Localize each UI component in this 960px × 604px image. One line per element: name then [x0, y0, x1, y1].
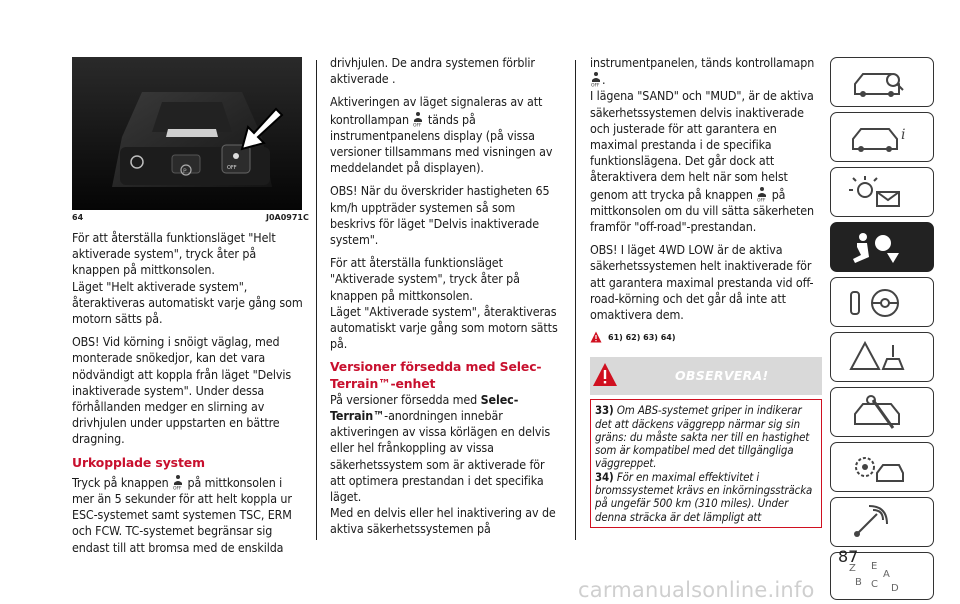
column-2 [330, 55, 562, 538]
esc-off-icon [172, 474, 184, 490]
tab-technical-data[interactable] [830, 442, 934, 492]
wrench-car-icon [843, 394, 923, 432]
column-divider [575, 60, 576, 540]
svg-text:OFF: OFF [227, 165, 237, 171]
tab-safety[interactable] [830, 222, 934, 272]
tab-knowing-vehicle[interactable] [830, 112, 934, 162]
warning-header [590, 357, 822, 395]
svg-text:i: i [901, 127, 906, 143]
paragraph: instrumentpanelen, tänds kontrollamapn OFF . [590, 55, 815, 88]
warning-title: OBSERVERA! [675, 368, 769, 384]
reference-list: 61) 62) 63) 64) [608, 332, 676, 342]
paragraph: OBS! När du överskrider hastigheten 65 km/h uppträder systemen så som beskrivs för läget "Delvis inaktiverade system". [330, 183, 550, 248]
car-info-icon [843, 119, 923, 157]
paragraph: Läget "Helt aktiverade system", återaktiveras automatiskt varje gång som motorn sätts på. [72, 278, 303, 327]
svg-text:OFF: OFF [591, 83, 600, 88]
svg-text:OFF: OFF [757, 198, 766, 202]
tab-emergency[interactable] [830, 332, 934, 382]
svg-text:OFF: OFF [173, 486, 182, 490]
page-number: 87 [838, 547, 859, 566]
esc-off-icon [412, 111, 424, 127]
figure-number: 64 [72, 213, 84, 222]
paragraph: drivhjulen. De andra systemen förblir aktiverade . [330, 55, 535, 87]
paragraph: Aktiveringen av läget signaleras av att kontrollampan OFF tänds på instrumentpanelens display (på vissa versioner tillsammans med visningen av meddelandet på displayen). [330, 94, 553, 176]
warning-icon [590, 331, 602, 343]
svg-text:Z: Z [849, 563, 856, 574]
column-divider [316, 60, 317, 540]
antenna-icon [843, 504, 923, 542]
column-3 [590, 55, 822, 528]
warning-references [590, 331, 822, 343]
tab-maintenance[interactable] [830, 387, 934, 437]
svg-text:C: C [871, 579, 878, 590]
paragraph: På versioner försedda med Selec-Terrain™-anordningen innebär aktiveringen av vissa körlägen en delvis eller hel frånkoppling av vissa säkerhetssystem som är aktiverade för att optimera prestandan i det specifika läget. [330, 391, 551, 505]
svg-text:OFF: OFF [413, 123, 422, 127]
tab-multimedia[interactable] [830, 497, 934, 547]
paragraph: För att återställa funktionsläget "Aktiverade system", tryck åter på knappen på mittkonsolen. [330, 255, 520, 303]
paragraph: I lägena "SAND" och "MUD", är de aktiva säkerhetssystemen delvis inaktiverade och justerade för att garantera en maximal prestanda i de specifika funktionslägena. Det går dock att återaktivera dem helt när som helst genom att trycka på knappen OFF på mittkonsolen om du vill sätta säkerheten framför "off-road"-prestandan. [590, 88, 814, 235]
gear-car-icon [843, 449, 923, 487]
esc-off-icon [756, 186, 768, 202]
figure-code: J0A0971C [266, 213, 309, 222]
paragraph: OBS! Vid körning i snöigt väglag, med monterade snökedjor, kan det vara nödvändigt att koppla från läget "Delvis inaktiverade system". Under dessa förhållanden medger en slirning av drivhjulen under uppstarten en bättre dragning. [72, 334, 292, 447]
steering-wheel-icon [843, 284, 923, 322]
section-heading: Versioner försedda med Selec-Terrain™-enhet [330, 359, 542, 391]
svg-text:D: D [891, 583, 899, 594]
paragraph: Med en delvis eller hel inaktivering av de aktiva säkerhetssystemen på [330, 505, 556, 537]
paragraph: För att återställa funktionsläget "Helt aktiverade system", tryck åter på knappen på mittkonsolen. [72, 230, 276, 278]
warning-triangle-icon [592, 362, 618, 388]
warning-item: 33) Om ABS-systemet griper in indikerar det att däckens väggrepp närmar sig sin gräns: du måste sakta ner till en hastighet som är kompatibel med det tillgängliga väggreppet. [595, 403, 810, 471]
svg-text:A: A [883, 569, 890, 580]
console-photo [72, 57, 302, 210]
paragraph: OBS! I läget 4WD LOW är de aktiva säkerhetssystemen helt inaktiverade för att garantera maximal prestanda vid off-road-körning och det går då inte att omaktivera dem. [590, 242, 814, 323]
esc-off-icon [590, 71, 602, 87]
paragraph: Tryck på knappen OFF på mittkonsolen i mer än 5 sekunder för att helt koppla ur ESC-systemet samt systemen TSC, ERM och FCW. TC-systemet begränsar sig endast till att bromsa med de enskilda [72, 474, 292, 555]
car-search-icon [843, 64, 923, 102]
section-heading: Urkopplade system [72, 454, 205, 470]
svg-text:P: P [183, 168, 187, 175]
tab-lights-messages[interactable] [830, 167, 934, 217]
svg-text:E: E [871, 561, 878, 572]
watermark: carmanualsonline.info [578, 578, 815, 602]
svg-text:B: B [855, 577, 862, 588]
light-mail-icon [843, 174, 923, 212]
airbag-seat-icon [843, 229, 923, 267]
warning-box [590, 399, 822, 528]
tab-dashboard[interactable] [830, 57, 934, 107]
paragraph: Läget "Aktiverade system", återaktiveras automatiskt varje gång som motorn sätts på. [330, 303, 558, 352]
warning-road-icon [843, 339, 923, 377]
warning-item: 34) För en maximal effektivitet i bromssystemet krävs en inkörningssträcka på ungefär 500 km (310 miles). Under denna sträcka är det lämpligt att [595, 469, 813, 524]
tab-starting-driving[interactable] [830, 277, 934, 327]
column-1 [72, 230, 304, 556]
